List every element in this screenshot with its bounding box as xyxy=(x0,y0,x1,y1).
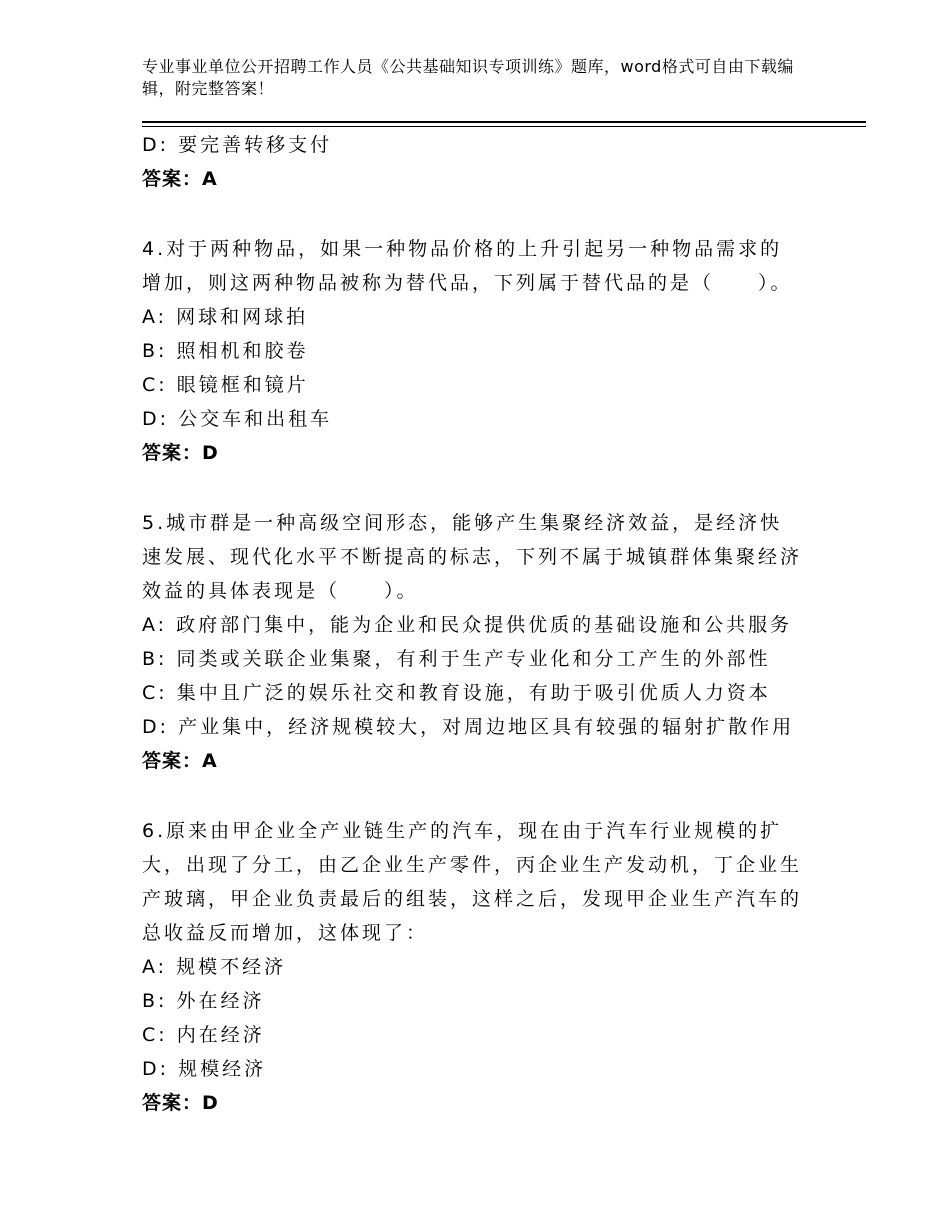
answer-label: 答案： xyxy=(142,1092,203,1114)
option-d: D: 要完善转移支付 xyxy=(142,134,333,156)
question-text: 4.对于两种物品，如果一种物品价格的上升引起另一种物品需求的增加，则这两种物品被称为替代品，下列属于替代品的是（ ）。 xyxy=(142,238,793,294)
answer-value: D xyxy=(202,1092,219,1114)
option-b: B: 同类或关联企业集聚，有利于生产专业化和分工产生的外部性 xyxy=(142,648,771,670)
option-d: D: 规模经济 xyxy=(142,1058,267,1080)
option-a: A: 网球和网球拍 xyxy=(142,306,309,328)
answer-line xyxy=(142,1086,802,1120)
option-d: D: 产业集中，经济规模较大，对周边地区具有较强的辐射扩散作用 xyxy=(142,716,795,738)
question-text: 6.原来由甲企业全产业链生产的汽车，现在由于汽车行业规模的扩大，出现了分工，由乙企业生产零件，丙企业生产发动机，丁企业生产玻璃，甲企业负责最后的组装，这样之后，发现甲企业生产汽车的总收益反而增加，这体现了： xyxy=(142,820,803,944)
answer-label: 答案： xyxy=(142,168,203,190)
document-body xyxy=(142,128,802,1120)
answer-line xyxy=(142,436,802,470)
option-a: A: 政府部门集中，能为企业和民众提供优质的基础设施和公共服务 xyxy=(142,614,793,636)
answer-value: A xyxy=(202,750,218,772)
option-c: C: 眼镜框和镜片 xyxy=(142,374,309,396)
answer-label: 答案： xyxy=(142,442,203,464)
answer-line xyxy=(142,162,802,196)
option-b: B: 外在经济 xyxy=(142,990,265,1012)
option-b: B: 照相机和胶卷 xyxy=(142,340,309,362)
answer-line xyxy=(142,744,802,778)
option-c: C: 内在经济 xyxy=(142,1024,265,1046)
question-6 xyxy=(142,814,802,1120)
option-a: A: 规模不经济 xyxy=(142,956,287,978)
question-4 xyxy=(142,232,802,470)
answer-value: D xyxy=(202,442,219,464)
answer-label: 答案： xyxy=(142,750,203,772)
header-rule-thick xyxy=(142,121,866,123)
page-header: 专业事业单位公开招聘工作人员《公共基础知识专项训练》题库，word格式可自由下载编辑，附完整答案！ xyxy=(142,57,794,98)
option-d: D: 公交车和出租车 xyxy=(142,408,333,430)
header-rule-thin xyxy=(142,126,866,127)
question-5 xyxy=(142,506,802,778)
question-text: 5.城市群是一种高级空间形态，能够产生集聚经济效益，是经济快速发展、现代化水平不断提高的标志，下列不属于城镇群体集聚经济效益的具体表现是（ ）。 xyxy=(142,512,803,602)
option-c: C: 集中且广泛的娱乐社交和教育设施，有助于吸引优质人力资本 xyxy=(142,682,771,704)
answer-value: A xyxy=(202,168,218,190)
continued-question xyxy=(142,128,802,196)
